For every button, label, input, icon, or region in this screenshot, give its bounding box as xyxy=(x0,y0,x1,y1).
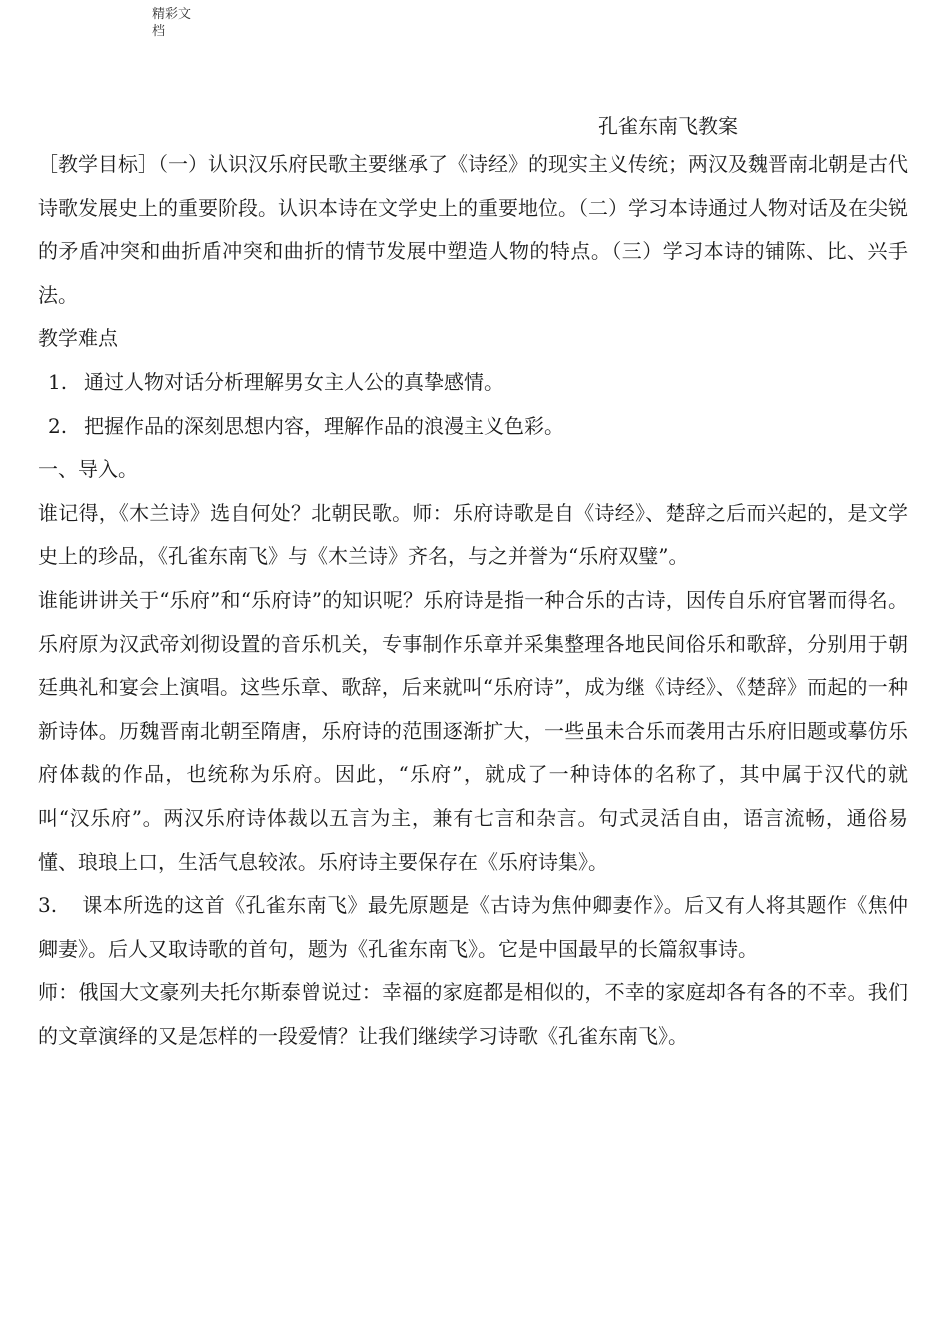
list-number: 2. xyxy=(48,413,68,438)
yuefu-paragraph: 谁能讲讲关于“乐府”和“乐府诗”的知识呢？乐府诗是指一种合乐的古诗，因传自乐府官署而得名。乐府原为汉武帝刘彻设置的音乐机关，专事制作乐章并采集整理各地民间俗乐和歌辞，分别用于朝廷典礼和宴会上演唱。这些乐章、歌辞，后来就叫“乐府诗”，成为继《诗经》、《楚辞》而起的一种新诗体。历魏晋南北朝至隋唐，乐府诗的范围逐渐扩大，一些虽未合乐而袭用古乐府旧题或摹仿乐府体裁的作品，也统称为乐府。因此，“乐府”，就成了一种诗体的名称了，其中属于汉代的就叫“汉乐府”。两汉乐府诗体裁以五言为主，兼有七言和杂言。句式灵活自由，语言流畅，通俗易懂、琅琅上口，生活气息较浓。乐府诗主要保存在《乐府诗集》。 xyxy=(38,587,908,874)
introduction-heading: 一、导入。 xyxy=(38,457,138,482)
list-number: 3. xyxy=(38,893,58,918)
list-number: 1. xyxy=(48,369,68,394)
list-item-text: 通过人物对话分析理解男女主人公的真挚感情。 xyxy=(84,369,504,394)
document-title: 孔雀东南飞教案 xyxy=(598,114,738,138)
header-note: 精彩文档 xyxy=(152,7,192,39)
mulan-paragraph: 谁记得，《木兰诗》选自何处？北朝民歌。师：乐府诗歌是自《诗经》、楚辞之后而兴起的，是文学史上的珍品，《孔雀东南飞》与《木兰诗》齐名，与之并誉为“乐府双璧”。 xyxy=(38,500,908,569)
document-body xyxy=(38,143,908,1058)
numbered-item-3 xyxy=(38,884,908,971)
list-item-text: 课本所选的这首《孔雀东南飞》最先原题是《古诗为焦仲卿妻作》。后又有人将其题作《焦仲卿妻》。后人又取诗歌的首句，题为《孔雀东南飞》。它是中国最早的长篇叙事诗。 xyxy=(38,893,908,961)
difficulty-item-1 xyxy=(38,361,908,405)
teaching-difficulties-heading: 教学难点 xyxy=(38,326,118,351)
difficulty-item-2 xyxy=(38,405,908,449)
tolstoy-paragraph: 师：俄国大文豪列夫托尔斯泰曾说过：幸福的家庭都是相似的，不幸的家庭却各有各的不幸。我们的文章演绎的又是怎样的一段爱情？让我们继续学习诗歌《孔雀东南飞》。 xyxy=(38,980,908,1048)
teaching-objectives-paragraph: ［教学目标］（一）认识汉乐府民歌主要继承了《诗经》的现实主义传统；两汉及魏晋南北朝是古代诗歌发展史上的重要阶段。认识本诗在文学史上的重要地位。（二）学习本诗通过人物对话及在尖锐的矛盾冲突和曲折盾冲突和曲折的情节发展中塑造人物的特点。（三）学习本诗的铺陈、比、兴手法。 xyxy=(38,152,908,307)
list-item-text: 把握作品的深刻思想内容，理解作品的浪漫主义色彩。 xyxy=(84,413,564,438)
